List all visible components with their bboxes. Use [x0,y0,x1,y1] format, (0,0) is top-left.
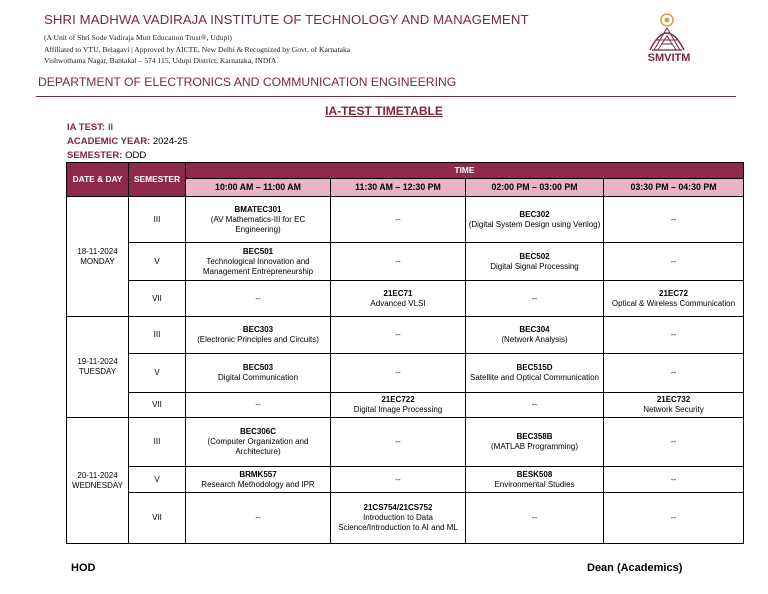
subject-cell [331,467,466,493]
subject-name: (Network Analysis) [501,335,568,344]
subject-cell [186,317,331,354]
subject-name: -- [670,368,677,377]
department-name: DEPARTMENT OF ELECTRONICS AND COMMUNICATION ENGINEERING [38,75,457,89]
subject-name: -- [395,214,401,224]
exam-day: MONDAY [80,256,115,266]
subject-cell [186,243,331,281]
header-divider [36,96,736,97]
subject-code: BEC515D [516,363,553,372]
subject-cell [604,317,744,354]
subject-cell [604,243,744,281]
subject-name: (MATLAB Programming) [491,442,578,451]
ia-test-value: II [107,122,114,133]
subject-code: BEC303 [242,325,274,334]
exam-date: 18-11-2024 [77,246,118,256]
subject-name: (Computer Organization and Architecture) [207,437,309,456]
subject-cell [331,243,466,281]
subject-cell [331,354,466,393]
dean-signature-label: Dean (Academics) [587,562,683,574]
subject-code: BEC501 [242,246,274,256]
table-row [67,243,744,281]
subject-name: -- [670,513,677,522]
subject-name: -- [255,293,261,303]
page-title: IA-TEST TIMETABLE [325,104,443,118]
subject-name: Satellite and Optical Communication [470,373,599,382]
semester-line [67,150,146,161]
semester-cell: V [129,354,186,393]
institute-trust-line: (A Unit of Shri Sode Vadiraja Mutt Education Trust®, Udupi) [44,33,232,42]
exam-day: TUESDAY [78,367,117,376]
academic-year-line [67,136,188,147]
header-slot: 02:00 PM – 03:00 PM [466,179,604,197]
subject-code: BRMK557 [239,469,277,479]
subject-name: (AV Mathematics-III for EC Engineering) [210,214,306,234]
subject-name: -- [670,256,677,266]
subject-code: BEC306C [239,427,276,436]
academic-year-label: ACADEMIC YEAR: [67,136,151,147]
subject-cell [604,393,744,418]
subject-cell [331,197,466,243]
subject-cell [466,243,604,281]
table-row [67,317,744,354]
subject-name: -- [395,256,401,266]
subject-name: -- [255,400,261,409]
institute-affiliation-line: Affiliated to VTU, Belagavi | Approved by AICTE, New Delhi & Recognized by Govt. of Karnataka [44,45,351,54]
semester-cell: VII [129,493,186,544]
subject-code: 21EC71 [383,288,413,298]
subject-cell [186,281,331,317]
subject-cell [186,493,331,544]
subject-name: Research Methodology and IPR [201,479,315,489]
subject-name: -- [255,513,261,522]
subject-name: -- [531,400,538,409]
subject-cell [186,197,331,243]
semester-cell: III [129,317,186,354]
subject-name: Technological Innovation and Management Entrepreneurship [202,256,314,276]
table-row [67,354,744,393]
subject-cell [186,393,331,418]
date-day-cell [67,197,129,317]
academic-year-value: 2024-25 [152,136,188,147]
exam-date: 20-11-2024 [77,470,118,480]
subject-cell [604,197,744,243]
subject-cell [604,493,744,544]
institute-address-line: Vishwothama Nagar, Bantakal – 574 115, Udupi District, Karnataka, INDIA [44,56,277,65]
subject-cell [604,418,744,467]
subject-name: Environmental Studies [494,479,575,489]
subject-cell [466,393,604,418]
subject-cell [186,418,331,467]
institute-name: SHRI MADHWA VADIRAJA INSTITUTE OF TECHNOLOGY AND MANAGEMENT [44,12,529,27]
header-time: TIME [186,163,744,179]
subject-cell [466,493,604,544]
subject-name: (Digital System Design using Verilog) [468,219,601,229]
subject-code: BEC304 [519,325,550,334]
subject-cell [331,493,466,544]
subject-name: -- [395,437,401,446]
subject-name: Optical & Wireless Communication [611,298,736,308]
subject-name: Introduction to Data Science/Introduction to AI and ML [338,513,458,532]
subject-name: -- [395,368,401,377]
subject-name: -- [395,474,401,484]
subject-cell [466,418,604,467]
subject-cell [331,281,466,317]
hod-signature-label: HOD [71,562,96,574]
semester-cell: VII [129,393,186,418]
subject-name: -- [670,214,677,224]
timetable [66,162,744,544]
subject-code: 21EC72 [659,288,688,298]
subject-code: 21EC732 [656,395,691,404]
subject-name: Network Security [643,405,704,414]
subject-cell [466,197,604,243]
subject-cell [466,317,604,354]
subject-name: -- [395,330,401,339]
subject-cell [604,354,744,393]
subject-name: -- [670,474,677,484]
subject-cell [186,354,331,393]
subject-name: -- [531,293,538,303]
subject-name: Advanced VLSI [370,298,426,308]
semester-cell: III [129,197,186,243]
subject-name: Digital Communication [217,373,299,382]
subject-cell [186,467,331,493]
table-row [67,467,744,493]
semester-cell: VII [129,281,186,317]
subject-cell [331,393,466,418]
table-row [67,393,744,418]
subject-name: -- [670,437,677,446]
subject-name: (Electronic Principles and Circuits) [197,335,319,344]
exam-date: 19-11-2024 [77,357,118,366]
table-row [67,418,744,467]
semester-cell: V [129,467,186,493]
semester-cell: III [129,418,186,467]
date-day-cell [67,317,129,418]
subject-name: Digital Signal Processing [490,261,579,271]
subject-cell [604,281,744,317]
semester-label: SEMESTER: [67,150,123,161]
subject-cell [331,418,466,467]
subject-code: BEC503 [242,363,274,372]
subject-code: BEC358B [516,432,553,441]
subject-code: BEC502 [519,251,550,261]
subject-cell [466,467,604,493]
header-semester: SEMESTER [129,163,186,197]
subject-code: BEC302 [519,209,550,219]
table-row [67,493,744,544]
header-date-day: DATE & DAY [67,163,129,197]
subject-cell [466,354,604,393]
subject-code: 21EC722 [381,395,415,404]
header-slot: 10:00 AM – 11:00 AM [186,179,331,197]
header-slot: 11:30 AM – 12:30 PM [331,179,466,197]
exam-day: WEDNESDAY [72,480,123,490]
ia-test-label: IA TEST: [67,122,106,133]
subject-code: BESK508 [516,469,553,479]
ia-test-line [67,122,113,133]
subject-name: -- [670,330,677,339]
subject-cell [604,467,744,493]
subject-name: Digital Image Processing [353,405,443,414]
subject-code: BMATEC301 [234,204,282,214]
subject-cell [331,317,466,354]
table-row [67,281,744,317]
table-row [67,197,744,243]
semester-cell: V [129,243,186,281]
semester-value: ODD [125,150,147,161]
subject-code: 21CS754/21CS752 [363,503,433,512]
date-day-cell [67,418,129,544]
logo-wordmark: SMVITM [647,52,691,64]
subject-name: -- [531,513,538,522]
subject-cell [466,281,604,317]
header-slot: 03:30 PM – 04:30 PM [604,179,744,197]
